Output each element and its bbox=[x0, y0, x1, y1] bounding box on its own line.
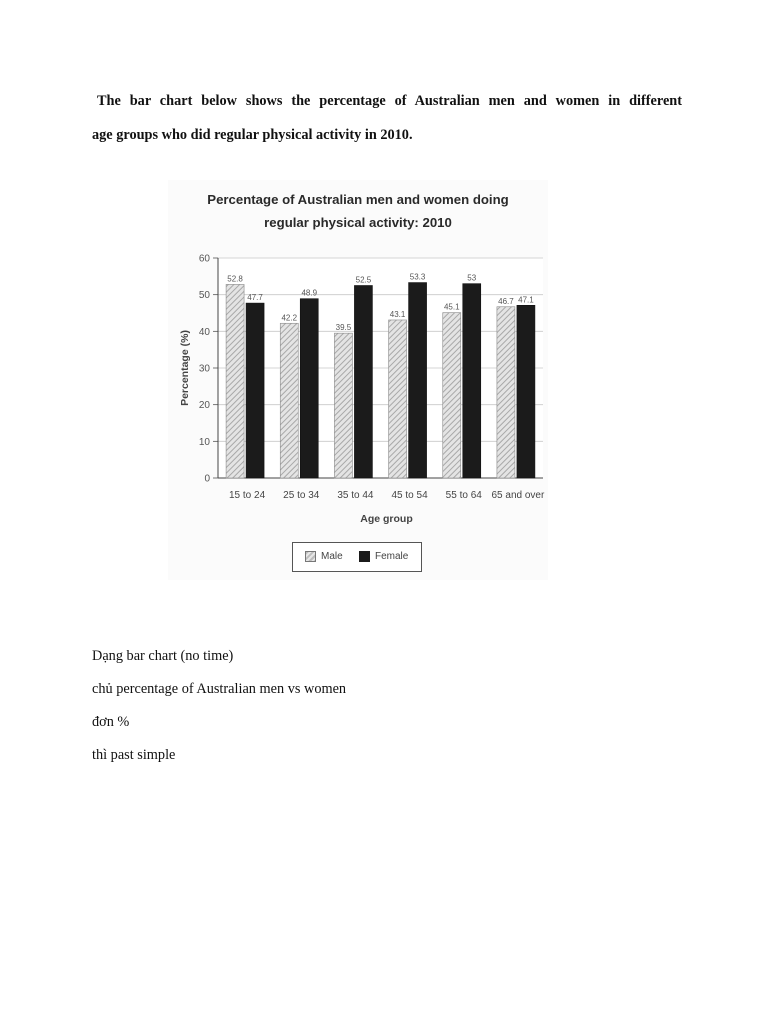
legend-item-male bbox=[305, 551, 343, 562]
intro-line-2: age groups who did regular physical activity in 2010. bbox=[92, 127, 413, 143]
data-label-male: 43.1 bbox=[389, 309, 406, 319]
chart-figure bbox=[168, 180, 548, 580]
x-tick-label: 35 to 44 bbox=[337, 490, 374, 501]
bar-chart bbox=[168, 180, 548, 540]
intro-line-1: The bar chart below shows the percentage of Australian men and women in different bbox=[97, 93, 682, 109]
data-label-female: 52.5 bbox=[355, 275, 372, 285]
bar-male bbox=[334, 333, 352, 478]
data-label-male: 42.2 bbox=[281, 313, 298, 323]
bar-female bbox=[463, 284, 481, 478]
x-tick-label: 65 and over bbox=[491, 490, 545, 501]
legend-label-female: Female bbox=[375, 551, 409, 562]
note-line: thì past simple bbox=[92, 747, 176, 763]
y-tick-label: 0 bbox=[204, 473, 210, 485]
note-line: Dạng bar chart (no time) bbox=[92, 648, 234, 664]
x-tick-label: 15 to 24 bbox=[229, 490, 266, 501]
note-line: đơn % bbox=[92, 714, 130, 730]
data-label-female: 53.3 bbox=[409, 272, 426, 282]
notes-list bbox=[92, 640, 346, 772]
y-tick-label: 20 bbox=[198, 400, 210, 412]
data-label-male: 52.8 bbox=[227, 274, 243, 284]
y-tick-label: 10 bbox=[198, 436, 210, 448]
bar-female bbox=[409, 283, 427, 478]
chart-title-line-1: Percentage of Australian men and women doing bbox=[207, 192, 509, 207]
chart-title-line-2: regular physical activity: 2010 bbox=[264, 215, 452, 230]
y-tick-label: 60 bbox=[198, 253, 210, 265]
x-tick-label: 25 to 34 bbox=[283, 490, 320, 501]
y-tick-label: 50 bbox=[198, 290, 210, 302]
bar-female bbox=[354, 286, 372, 479]
bar-female bbox=[517, 305, 535, 478]
bar-male bbox=[280, 323, 298, 478]
y-tick-label: 30 bbox=[198, 363, 210, 375]
chart-legend bbox=[292, 542, 422, 572]
data-label-male: 45.1 bbox=[443, 302, 460, 312]
intro-paragraph bbox=[92, 84, 682, 152]
note-line: chủ percentage of Australian men vs women bbox=[92, 681, 347, 697]
bar-male bbox=[443, 313, 461, 478]
legend-swatch-male bbox=[305, 551, 316, 562]
bar-female bbox=[246, 303, 264, 478]
x-tick-label: 55 to 64 bbox=[445, 490, 482, 501]
data-label-female: 48.9 bbox=[301, 288, 318, 298]
data-label-male: 39.5 bbox=[335, 323, 352, 333]
data-label-female: 47.7 bbox=[247, 293, 263, 303]
bar-male bbox=[226, 284, 244, 478]
bar-male bbox=[389, 320, 407, 478]
y-tick-label: 40 bbox=[198, 326, 210, 338]
data-label-female: 53 bbox=[467, 273, 477, 283]
data-label-female: 47.1 bbox=[518, 295, 534, 305]
x-tick-label: 45 to 54 bbox=[391, 490, 428, 501]
bar-male bbox=[497, 307, 515, 478]
y-axis-label: Percentage (%) bbox=[179, 330, 191, 406]
bar-female bbox=[300, 299, 318, 478]
legend-item-female bbox=[359, 551, 408, 562]
data-label-male: 46.7 bbox=[498, 296, 514, 306]
x-axis-label: Age group bbox=[360, 513, 413, 525]
legend-label-male: Male bbox=[321, 551, 343, 562]
legend-swatch-female bbox=[359, 551, 370, 562]
